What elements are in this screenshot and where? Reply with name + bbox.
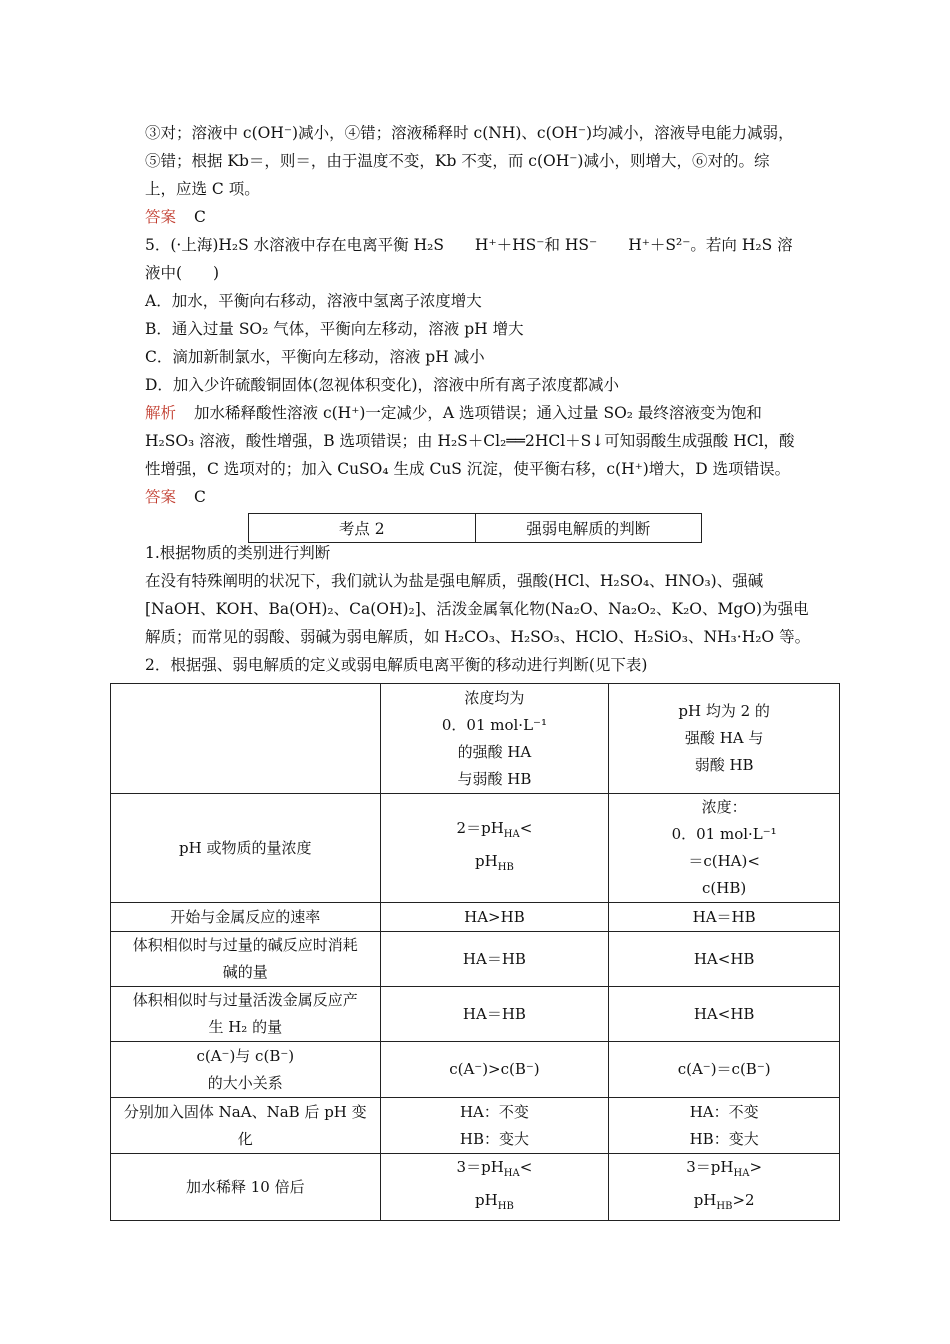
answer-line — [145, 487, 206, 507]
table-cell: HA<HB — [609, 932, 840, 987]
table-cell: HA＝HB — [609, 903, 840, 932]
table-cell: c(A⁻)>c(B⁻) — [380, 1042, 609, 1098]
section-number: 考点 2 — [249, 514, 476, 542]
option-d: D．加入少许硫酸铜固体(忽视体积变化)，溶液中所有离子浓度都减小 — [145, 376, 620, 394]
option-b: B．通入过量 SO₂ 气体，平衡向左移动，溶液 pH 增大 — [145, 320, 524, 338]
text-line: ③对；溶液中 c(OH⁻)减小，④错；溶液稀释时 c(NH)、c(OH⁻)均减小，溶液导电能力减弱， — [145, 124, 794, 142]
comparison-table — [110, 683, 840, 1221]
analysis-line: H₂SO₃ 溶液，酸性增强，B 选项错误；由 H₂S＋Cl₂══2HCl＋S↓可知弱酸生成强酸 HCl，酸 — [145, 432, 795, 450]
row-label: c(A⁻)与 c(B⁻) 的大小关系 — [111, 1042, 381, 1098]
table-cell: c(A⁻)＝c(B⁻) — [609, 1042, 840, 1098]
table-row — [111, 1098, 840, 1154]
row-label: 分别加入固体 NaA、NaB 后 pH 变 化 — [111, 1098, 381, 1154]
table-cell: HA＝HB — [380, 932, 609, 987]
table-cell: 浓度均为 0．01 mol·L⁻¹ 的强酸 HA 与弱酸 HB — [380, 684, 609, 794]
table-cell: pH 均为 2 的 强酸 HA 与 弱酸 HB — [609, 684, 840, 794]
analysis-line: 性增强，C 选项对的；加入 CuSO₄ 生成 CuS 沉淀，使平衡右移，c(H⁺)增大，D 选项错误。 — [145, 460, 791, 478]
table-cell: HA：不变 HB：变大 — [380, 1098, 609, 1154]
section-header-box — [248, 513, 702, 543]
analysis-line — [145, 403, 762, 423]
text-line: 上，应选 C 项。 — [145, 180, 260, 198]
table-row — [111, 794, 840, 903]
answer-value: C — [194, 208, 206, 226]
option-a: A．加水，平衡向右移动，溶液中氢离子浓度增大 — [145, 292, 482, 310]
row-label: 体积相似时与过量活泼金属反应产 生 H₂ 的量 — [111, 987, 381, 1042]
row-label: 体积相似时与过量的碱反应时消耗 碱的量 — [111, 932, 381, 987]
table-header-row — [111, 684, 840, 794]
question-line: 液中( ) — [145, 264, 220, 282]
table-row — [111, 1154, 840, 1221]
table-cell: $3=pH_{HA}>$ $pH_{HB}>2$ — [609, 1154, 840, 1221]
analysis-label: 解析 — [145, 404, 177, 422]
row-label: pH 或物质的量浓度 — [111, 794, 381, 903]
section-title: 强弱电解质的判断 — [526, 520, 651, 538]
table-cell: HA<HB — [609, 987, 840, 1042]
body-line: 在没有特殊阐明的状况下，我们就认为盐是强电解质，强酸(HCl、H₂SO₄、HNO₃)、强碱 — [145, 572, 764, 590]
table-cell: $2=pH_{HA}<$ $pH_{HB}$ — [380, 794, 609, 903]
text-line: ⑤错；根据 Kb＝，则＝，由于温度不变，Kb 不变，而 c(OH⁻)减小，则增大，⑥对的。综 — [145, 152, 770, 170]
body-heading: 2．根据强、弱电解质的定义或弱电解质电离平衡的移动进行判断(见下表) — [145, 656, 648, 674]
answer-label: 答案 — [145, 208, 177, 226]
table-row — [111, 932, 840, 987]
table-cell — [111, 684, 381, 794]
body-line: [NaOH、KOH、Ba(OH)₂、Ca(OH)₂]、活泼金属氧化物(Na₂O、Na₂O₂、K₂O、MgO)为强电 — [145, 600, 809, 618]
analysis-text: 加水稀释酸性溶液 c(H⁺)一定减少，A 选项错误；通入过量 SO₂ 最终溶液变为饱和 — [194, 404, 762, 422]
question-line: 5．(·上海)H₂S 水溶液中存在电离平衡 H₂S H⁺＋HS⁻和 HS⁻ H⁺＋S²⁻。若向 H₂S 溶 — [145, 236, 793, 254]
table-row — [111, 987, 840, 1042]
table-cell: HA>HB — [380, 903, 609, 932]
body-line: 解质；而常见的弱酸、弱碱为弱电解质，如 H₂CO₃、H₂SO₃、HClO、H₂SiO₃、NH₃·H₂O 等。 — [145, 628, 811, 646]
option-c: C．滴加新制氯水，平衡向左移动，溶液 pH 减小 — [145, 348, 485, 366]
table-cell: $3=pH_{HA}<$ $pH_{HB}$ — [380, 1154, 609, 1221]
answer-value: C — [194, 488, 206, 506]
table-cell: HA＝HB — [380, 987, 609, 1042]
answer-line — [145, 207, 206, 227]
answer-label: 答案 — [145, 488, 177, 506]
table-cell: HA：不变 HB：变大 — [609, 1098, 840, 1154]
row-label: 加水稀释 10 倍后 — [111, 1154, 381, 1221]
table-cell: 浓度： 0．01 mol·L⁻¹ ＝c(HA)< c(HB) — [609, 794, 840, 903]
table-row — [111, 903, 840, 932]
body-heading: 1.根据物质的类别进行判断 — [145, 544, 331, 562]
table-row — [111, 1042, 840, 1098]
row-label: 开始与金属反应的速率 — [111, 903, 381, 932]
